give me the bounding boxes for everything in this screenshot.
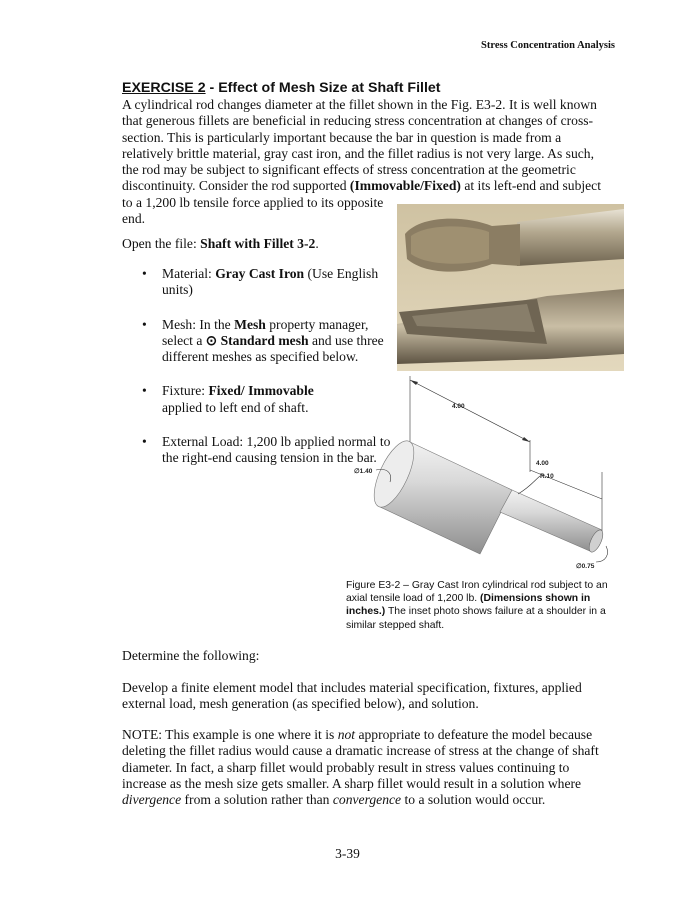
note-text: NOTE: This example is one where it is [122,727,338,742]
running-header: Stress Concentration Analysis [481,40,615,51]
mesh-standard: Standard mesh [217,332,309,348]
bullet-material [122,266,392,299]
note-line [122,727,642,743]
open-file-text: Open the file: [122,236,201,251]
file-name: Shaft with Fillet 3-2 [200,236,316,251]
material-label: Material: [162,266,216,281]
note-paragraph [122,727,642,808]
mesh-bold: Mesh [234,316,266,332]
material-value: Gray Cast Iron [215,266,305,281]
note-line: diameter. In fact, a sharp fillet would probably result in stress values continuing to [122,759,570,775]
note-text: to a solution would occur. [401,792,546,808]
intro-text: at its left-end and subject [460,178,601,194]
intro-line: end. [122,211,146,227]
intro-line: section. This is particularly important because the bar in question is made from a [122,129,562,145]
note-line: increase as the mesh size gets smaller. A sharp fillet would result in a solution where [122,775,582,791]
exercise-title [122,80,441,96]
intro-support-bold: (Immovable/Fixed) [349,178,461,194]
develop-line: external load, mesh generation (as specified below), and solution. [122,696,479,712]
divergence-term: divergence [122,792,182,808]
dim-length-2: 4.00 [536,460,549,467]
caption-text: The inset photo shows failure at a shoulder in a similar stepped shaft. [346,606,606,631]
exercise-label: EXERCISE 2 [122,80,206,96]
note-line [122,792,642,808]
exercise-title-text: - Effect of Mesh Size at Shaft Fillet [205,80,441,96]
note-line: deleting the fillet radius would cause a dramatic increase of stress at the change of shaft [122,743,599,759]
mesh-text: Mesh: In the [162,316,235,332]
open-file-line [122,236,319,252]
intro-line: A cylindrical rod changes diameter at the fillet shown in the Fig. E3-2. It is well known [122,97,597,112]
open-file-period: . [315,236,319,251]
page-number: 3-39 [335,846,360,861]
dim-small-diameter: ∅0.75 [576,563,595,570]
intro-line: to a 1,200 lb tensile force applied to its opposite [122,194,384,210]
convergence-term: convergence [332,792,402,808]
figure-caption [346,579,624,632]
note-text: from a solution rather than [181,792,333,808]
mesh-text: property manager, select a [162,316,369,348]
shaft-drawing [340,372,630,580]
dim-large-diameter: ∅1.40 [354,468,373,475]
small-cylinder [500,490,602,552]
radio-icon: ⊙ [205,332,218,348]
intro-line: the rod may be subject to significant effects of stress concentration at the geometric [122,162,576,178]
note-emphasis: not [337,727,356,742]
develop-paragraph [122,680,622,713]
failure-photo [397,204,624,371]
intro-line: that generous fillets are beneficial in reducing stress concentration at changes of cross- [122,113,594,129]
material-note: (Use English units) [162,266,379,298]
develop-line: Develop a finite element model that includes material specification, fixtures, applied [122,680,582,695]
dim-length-1: 4.00 [452,403,465,410]
note-text: appropriate to defeature the model because [355,727,593,742]
dim-fillet-radius: R.10 [540,473,554,480]
load-text: External Load: 1,200 lb applied normal to the right-end causing tension in the bar. [162,434,391,466]
bullet-mesh [122,317,392,366]
caption-bold: (Dimensions shown in inches.) [346,593,591,618]
intro-text: discontinuity. Consider the rod supported [122,178,350,194]
intro-line [122,178,622,194]
determine-heading: Determine the following: [122,648,260,663]
fixture-value: Fixed/ Immovable [208,383,314,399]
mesh-text: and use three different meshes as specified below. [162,332,384,365]
fixture-label: Fixture: [162,383,209,399]
caption-text: Figure E3-2 – Gray Cast Iron cylindrical rod subject to an axial tensile load of 1,200 lb. [346,580,608,605]
fixture-note: applied to left end of shaft. [162,399,309,415]
intro-line: relatively brittle material, gray cast iron, and the fillet radius is not very large. As such, [122,145,594,161]
